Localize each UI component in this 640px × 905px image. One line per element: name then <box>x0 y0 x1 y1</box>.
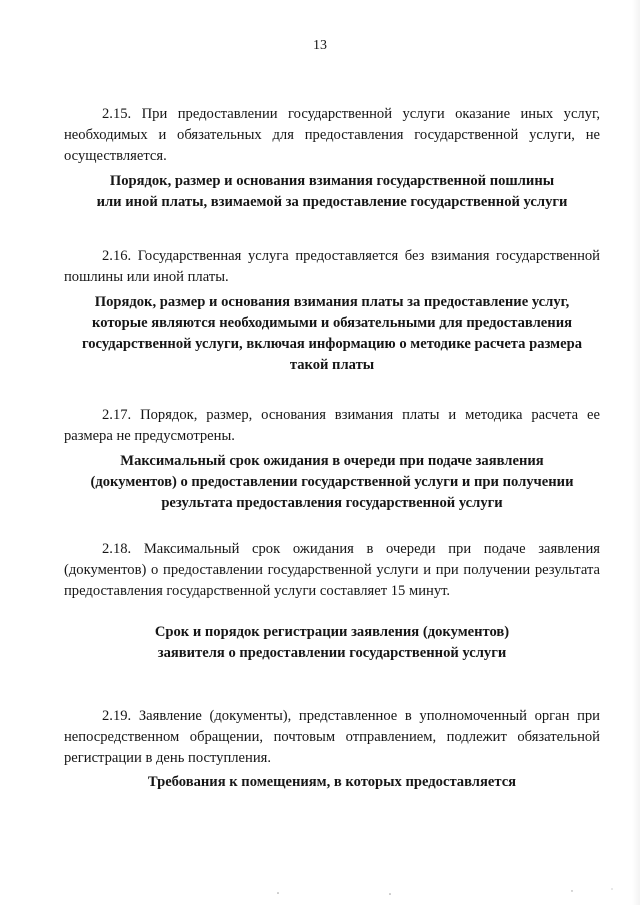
heading-premises <box>64 772 600 793</box>
paragraph-2-15: 2.15. При предоставлении государственной услуги оказание иных услуг, необходимых и обязательных для предоставления государственной услуги, не осуществляется. <box>64 105 600 164</box>
heading-line: Порядок, размер и основания взимания платы за предоставление услуг, <box>94 294 570 310</box>
heading-line: (документов) о предоставлении государственной услуги и при получении <box>90 474 574 490</box>
paragraph-2-18: 2.18. Максимальный срок ожидания в очереди при подаче заявления (документов) о предоставлении государственной услуги и при получении результата предоставления государственной услуги составляет 15 минут. <box>64 540 600 599</box>
scan-artifacts <box>0 885 640 905</box>
heading-state-fee <box>64 171 600 213</box>
heading-line: государственной услуги, включая информацию о методике расчета размера <box>81 336 583 352</box>
scan-edge-shadow <box>632 0 640 905</box>
paragraph-2-17: 2.17. Порядок, размер, основания взимания платы и методика расчета ее размера не предусмотрены. <box>64 406 600 444</box>
heading-line: Порядок, размер и основания взимания государственной пошлины <box>109 173 555 189</box>
heading-line: или иной платы, взимаемой за предоставление государственной услуги <box>96 194 568 210</box>
heading-line: заявителя о предоставлении государственной услуги <box>157 645 507 661</box>
heading-line: Требования к помещениям, в которых предоставляется <box>147 774 517 790</box>
heading-line: Максимальный срок ожидания в очереди при подаче заявления <box>120 453 544 469</box>
paragraph-2-19: 2.19. Заявление (документы), представленное в уполномоченный орган при непосредственном обращении, почтовым отправлением, подлежит обязательной регистрации в день поступления. <box>64 707 600 766</box>
heading-line: Срок и порядок регистрации заявления (документов) <box>154 624 510 640</box>
heading-queue-time <box>64 451 600 514</box>
heading-line: такой платы <box>289 357 375 373</box>
heading-registration <box>64 622 600 664</box>
heading-line: которые являются необходимыми и обязательными для предоставления <box>92 315 572 331</box>
heading-service-fee <box>64 292 600 376</box>
paragraph-2-16: 2.16. Государственная услуга предоставляется без взимания государственной пошлины или иной платы. <box>64 247 600 285</box>
page-number: 13 <box>313 38 327 53</box>
heading-line: результата предоставления государственной услуги <box>161 495 503 511</box>
